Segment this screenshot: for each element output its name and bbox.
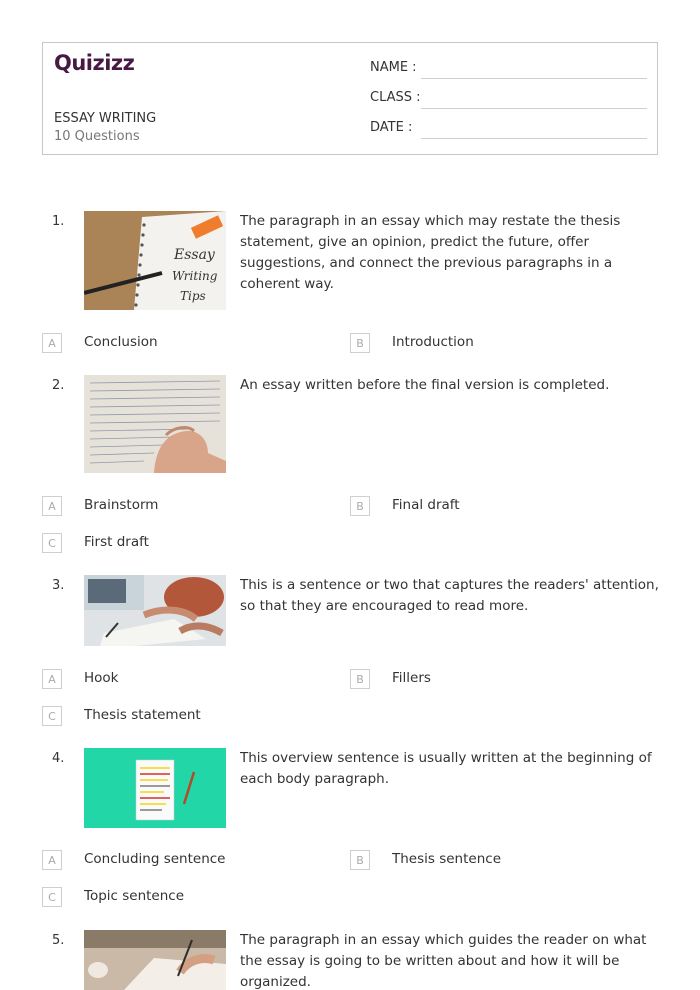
- highlighted-document-image: [84, 748, 226, 828]
- question-number: 1.: [52, 214, 65, 229]
- question-text: This is a sentence or two that captures the readers' attention, so that they are encouraged to read more.: [240, 577, 659, 614]
- question-text: The paragraph in an essay which guides the reader on what the essay is going to be written about and how it will be organized.: [240, 932, 647, 990]
- option-text: Brainstorm: [84, 497, 159, 513]
- option-text: Conclusion: [84, 334, 158, 350]
- worksheet-header: [42, 42, 658, 155]
- option-c[interactable]: [42, 706, 302, 728]
- image-text-tips: Tips: [180, 289, 206, 303]
- question-number: 2.: [52, 378, 65, 393]
- option-b[interactable]: [350, 669, 610, 691]
- option-letter: B: [350, 333, 370, 353]
- option-letter: C: [42, 533, 62, 553]
- image-text-writing: Writing: [172, 269, 218, 283]
- option-text: Hook: [84, 670, 119, 686]
- option-text: Fillers: [392, 670, 431, 686]
- quizizz-logo: Quizizz: [54, 51, 135, 75]
- option-a[interactable]: [42, 850, 302, 872]
- option-text: Final draft: [392, 497, 460, 513]
- name-label: NAME :: [370, 60, 417, 75]
- option-letter: A: [42, 850, 62, 870]
- question-text: This overview sentence is usually written at the beginning of each body paragraph.: [240, 750, 652, 787]
- option-text: First draft: [84, 534, 149, 550]
- option-text: Thesis sentence: [392, 851, 501, 867]
- question-number: 3.: [52, 578, 65, 593]
- option-b[interactable]: [350, 850, 610, 872]
- option-text: Concluding sentence: [84, 851, 226, 867]
- option-letter: B: [350, 496, 370, 516]
- quiz-title: ESSAY WRITING: [54, 111, 157, 126]
- date-line[interactable]: [421, 138, 647, 139]
- date-label: DATE :: [370, 120, 413, 135]
- option-c[interactable]: [42, 887, 302, 909]
- image-text-essay: Essay: [174, 247, 215, 263]
- question-number: 5.: [52, 933, 65, 948]
- students-writing-image: [84, 575, 226, 646]
- option-text: Introduction: [392, 334, 474, 350]
- class-line[interactable]: [421, 108, 647, 109]
- option-letter: B: [350, 850, 370, 870]
- option-a[interactable]: [42, 333, 302, 355]
- question-number: 4.: [52, 751, 65, 766]
- option-letter: A: [42, 496, 62, 516]
- class-label: CLASS :: [370, 90, 421, 105]
- option-b[interactable]: [350, 496, 610, 518]
- handwritten-draft-image: [84, 375, 226, 473]
- option-letter: C: [42, 887, 62, 907]
- question-count: 10 Questions: [54, 129, 140, 144]
- question-text: The paragraph in an essay which may restate the thesis statement, give an opinion, predict the future, offer suggestions, and connect the previous paragraphs in a coherent way.: [240, 213, 621, 292]
- option-letter: A: [42, 333, 62, 353]
- option-letter: B: [350, 669, 370, 689]
- option-a[interactable]: [42, 496, 302, 518]
- option-text: Thesis statement: [84, 707, 201, 723]
- hand-writing-image: [84, 930, 226, 990]
- name-line[interactable]: [421, 78, 647, 79]
- option-c[interactable]: [42, 533, 302, 555]
- question-text: An essay written before the final version is completed.: [240, 377, 610, 393]
- option-a[interactable]: [42, 669, 302, 691]
- option-b[interactable]: [350, 333, 610, 355]
- essay-writing-tips-image: [84, 211, 226, 310]
- option-letter: A: [42, 669, 62, 689]
- option-text: Topic sentence: [84, 888, 185, 904]
- option-letter: C: [42, 706, 62, 726]
